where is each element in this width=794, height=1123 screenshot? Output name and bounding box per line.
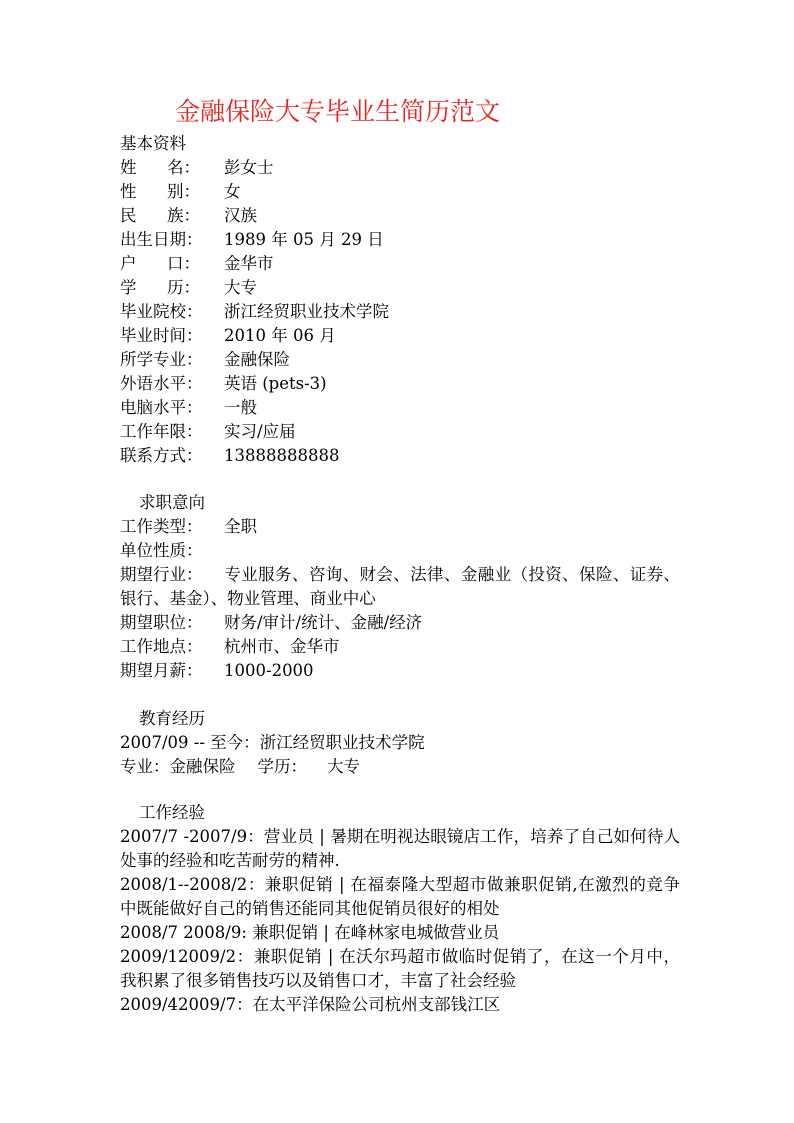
field-job-type-value: 全职: [224, 517, 257, 536]
field-work-years-value: 实习/应届: [224, 422, 296, 441]
education-major: 专业：金融保险: [120, 757, 236, 776]
document-title: 金融保险大专毕业生简历范文: [175, 97, 501, 126]
education-degree-value: 大专: [327, 757, 360, 776]
field-grad-time-value: 2010 年 06 月: [224, 326, 336, 345]
field-major-value: 金融保险: [224, 350, 290, 369]
field-computer-value: 一般: [224, 398, 257, 417]
field-location-value: 杭州市、金华市: [224, 637, 340, 656]
field-salary-value: 1000-2000: [224, 661, 314, 680]
field-ethnicity-value: 汉族: [224, 206, 257, 225]
work-entry: 2008/7 2008/9: 兼职促销 | 在峰林家电城做营业员: [120, 923, 500, 942]
field-grad-time: 毕业时间： 2010 年 06 月: [120, 324, 680, 348]
field-major: 所学专业： 金融保险: [120, 348, 680, 372]
job-intent-section: [120, 491, 680, 683]
basic-info-section: [120, 132, 680, 468]
work-entry: 2008/1--2008/2：兼职促销 | 在福泰隆大型超市做兼职促销,在激烈的竞争中既能做好自己的销售还能同其他促销员很好的相处: [120, 875, 680, 918]
field-gender-value: 女: [224, 182, 241, 201]
field-salary: 期望月薪： 1000-2000: [120, 659, 680, 683]
field-job-type: 工作类型： 全职: [120, 515, 680, 539]
field-education-value: 大专: [224, 278, 257, 297]
work-entry: 2007/7 -2007/9：营业员 | 暑期在明视达眼镜店工作，培养了自己如何待人处事的经验和吃苦耐劳的精神.: [120, 827, 680, 870]
field-language: 外语水平： 英语 (pets-3): [120, 372, 680, 396]
field-ethnicity: 民 族： 汉族: [120, 204, 680, 228]
field-name-value: 彭女士: [224, 158, 274, 177]
education-history-heading: 教育经历: [139, 709, 205, 728]
field-location: 工作地点： 杭州市、金华市: [120, 635, 680, 659]
field-company-nature: 单位性质：: [120, 541, 203, 560]
work-experience-section: [120, 801, 680, 1017]
field-school: 毕业院校： 浙江经贸职业技术学院: [120, 300, 680, 324]
basic-info-heading: 基本资料: [120, 134, 186, 153]
field-industry: 期望行业： 专业服务、咨询、财会、法律、金融业（投资、保险、证券、银行、基金）、物业管理、商业中心: [120, 565, 680, 608]
field-contact-value: 13888888888: [224, 446, 340, 465]
field-education: 学 历： 大专: [120, 276, 680, 300]
education-period: 2007/09 -- 至今：浙江经贸职业技术学院: [120, 733, 425, 752]
field-position-value: 财务/审计/统计、金融/经济: [224, 613, 423, 632]
field-computer: 电脑水平： 一般: [120, 396, 680, 420]
work-entry: 2009/12009/2：兼职促销 | 在沃尔玛超市做临时促销了，在这一个月中，我积累了很多销售技巧以及销售口才，丰富了社会经验: [120, 947, 680, 990]
field-work-years: 工作年限： 实习/应届: [120, 420, 680, 444]
field-contact: 联系方式： 13888888888: [120, 444, 680, 468]
field-industry-value: 专业服务、咨询、财会、法律、金融业（投资、保险、证券、银行、基金）、物业管理、商业中心: [120, 565, 680, 608]
job-intent-heading: 求职意向: [139, 493, 205, 512]
work-entry: 2009/42009/7：在太平洋保险公司杭州支部钱江区: [120, 995, 501, 1014]
field-hukou: 户 口： 金华市: [120, 252, 680, 276]
education-major-line: [120, 755, 680, 779]
education-degree-label: 学历：: [257, 757, 307, 776]
field-name: 姓 名： 彭女士: [120, 156, 680, 180]
field-hukou-value: 金华市: [224, 254, 274, 273]
field-birth-value: 1989 年 05 月 29 日: [224, 230, 384, 249]
field-birth: 出生日期： 1989 年 05 月 29 日: [120, 228, 680, 252]
field-position: 期望职位： 财务/审计/统计、金融/经济: [120, 611, 680, 635]
education-history-section: [120, 707, 680, 779]
work-experience-heading: 工作经验: [139, 803, 205, 822]
field-gender: 性 别： 女: [120, 180, 680, 204]
field-school-value: 浙江经贸职业技术学院: [224, 302, 389, 321]
field-language-value: 英语 (pets-3): [224, 374, 327, 393]
